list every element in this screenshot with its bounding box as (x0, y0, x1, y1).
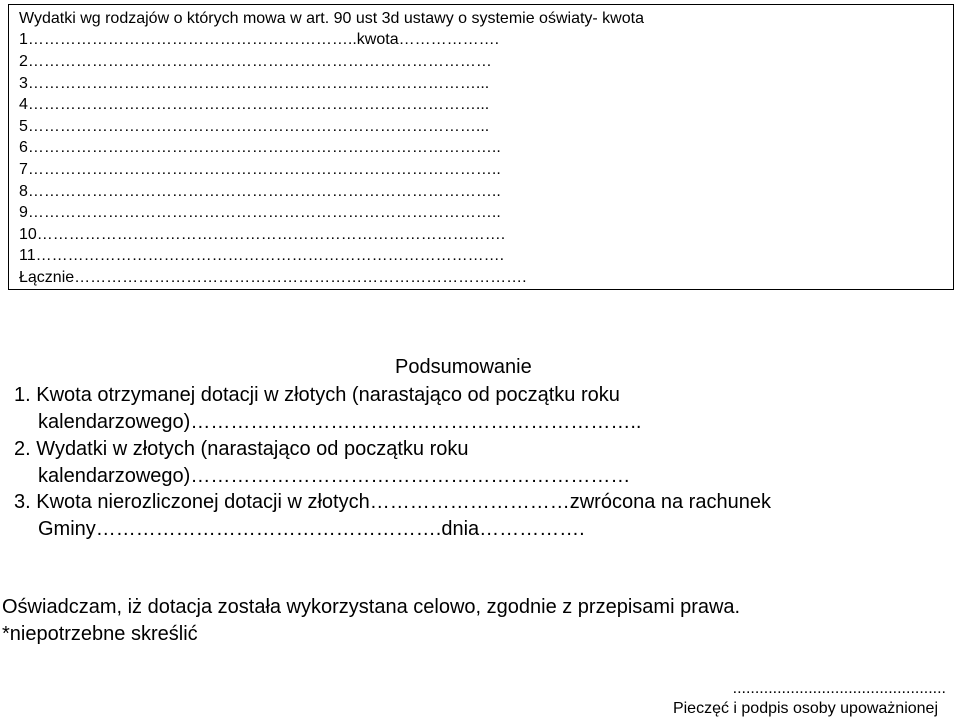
summary-item-3-line-2: Gminy…………………………………………….dnia……………. (38, 518, 585, 540)
expense-total-line: Łącznie…………………………………………………………………………. (19, 269, 527, 286)
signature-caption: Pieczęć i podpis osoby upoważnionej (672, 700, 938, 717)
expense-line-2: 2…………………………………………………………………………… (19, 53, 492, 70)
expense-line-1: 1……………………………………………………..kwota………………. (19, 31, 500, 48)
summary-item-3-line-1: 3. Kwota nierozliczonej dotacji w złotych…………………………zwrócona na rachunek (14, 491, 771, 513)
expense-line-8: 8…………………………………………………………………………….. (19, 183, 501, 200)
expense-line-10: 10……………………………………………………………………………. (19, 226, 506, 243)
summary-item-2-line-2: kalendarzowego)………………………………………………………… (38, 465, 631, 487)
expense-line-5: 5…………………………………………………………………………... (19, 118, 490, 135)
expense-line-6: 6…………………………………………………………………………….. (19, 139, 501, 156)
summary-item-1-line-2: kalendarzowego)………………………………………………………….. (38, 411, 647, 433)
summary-item-1-line-1: 1. Kwota otrzymanej dotacji w złotych (narastająco od początku roku (14, 384, 620, 406)
summary-item-2-line-1: 2. Wydatki w złotych (narastająco od początku roku (14, 438, 469, 460)
expenses-header: Wydatki wg rodzajów o których mowa w art. 90 ust 3d ustawy o systemie oświaty- kwota (19, 10, 644, 27)
expense-line-11: 11……………………………………………………………………………. (19, 247, 505, 264)
expense-line-7: 7…………………………………………………………………………….. (19, 161, 501, 178)
declaration-text: Oświadczam, iż dotacja została wykorzystana celowo, zgodnie z przepisami prawa. (2, 596, 741, 618)
expenses-box (8, 4, 954, 290)
footnote-text: *niepotrzebne skreślić (2, 623, 198, 645)
signature-dotted-line: ................................................ (732, 680, 946, 697)
expense-line-9: 9…………………………………………………………………………….. (19, 204, 501, 221)
expense-line-3: 3…………………………………………………………………………... (19, 75, 490, 92)
expense-line-4: 4…………………………………………………………………………... (19, 96, 490, 113)
summary-title: Podsumowanie (395, 356, 532, 378)
